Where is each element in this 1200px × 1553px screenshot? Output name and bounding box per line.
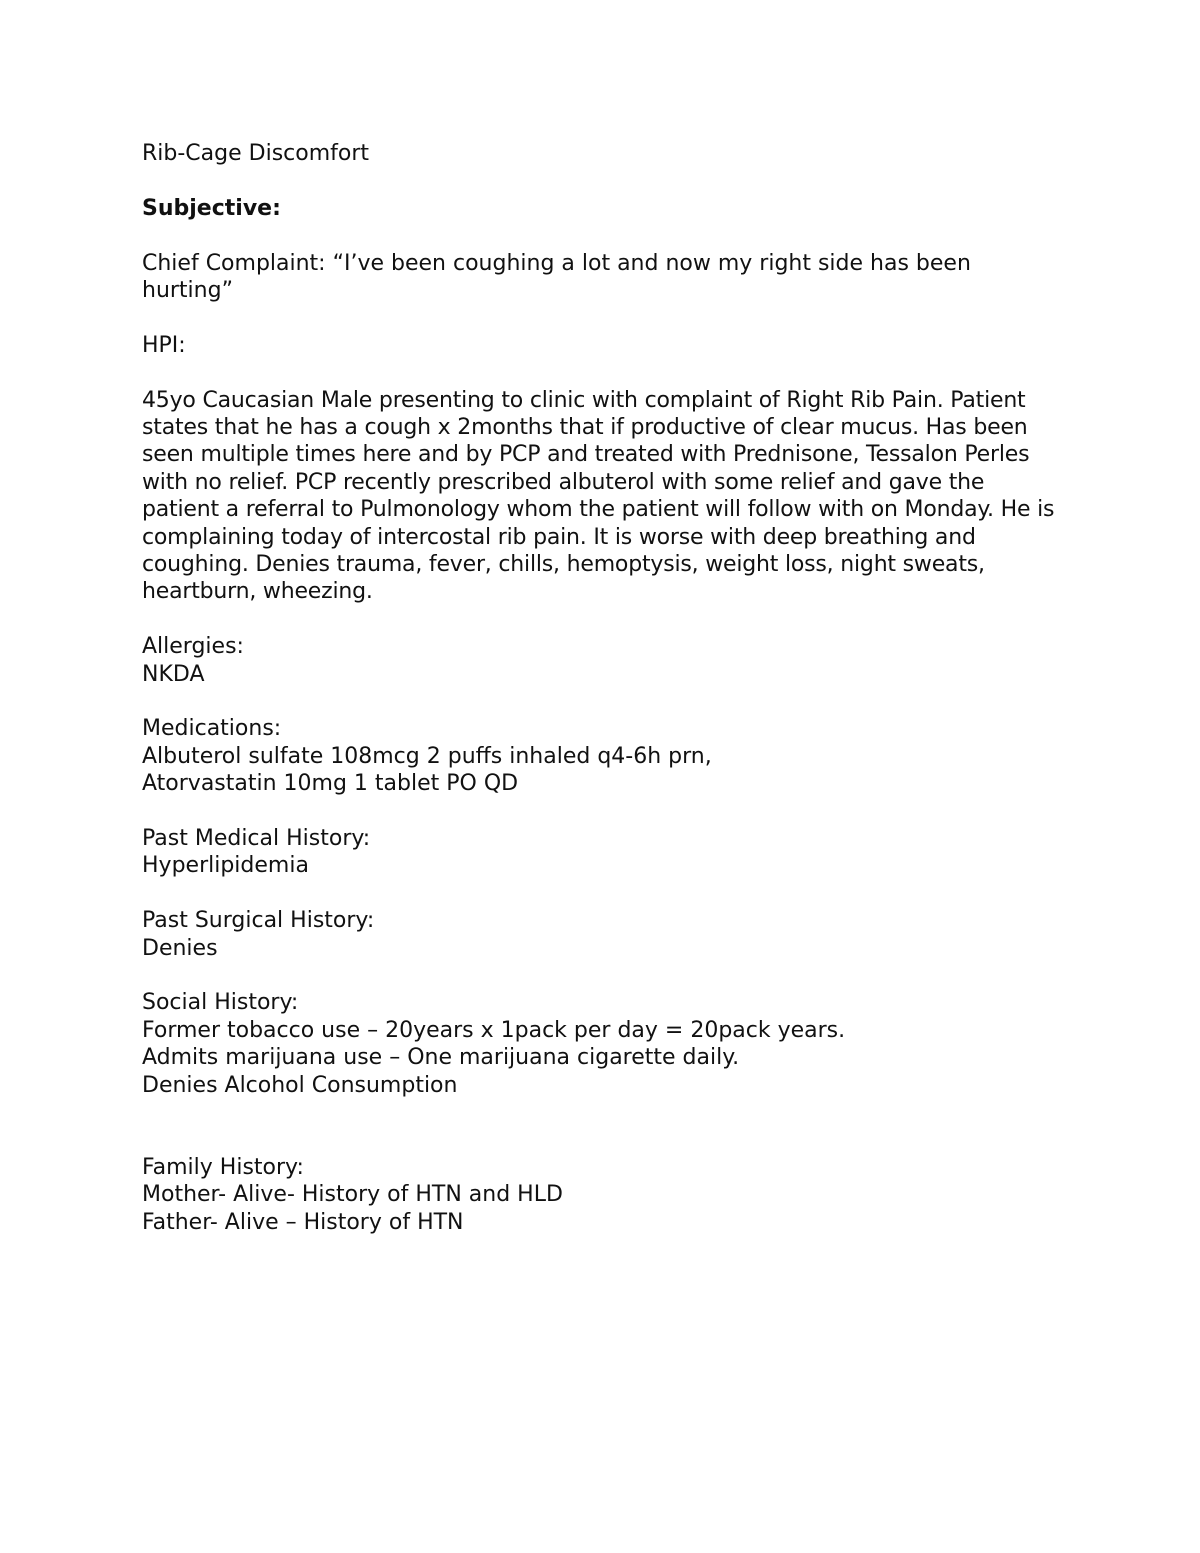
allergies-value: NKDA [142,661,205,687]
past-medical-history-label: Past Medical History: [142,826,371,852]
spacer [142,606,1062,633]
social-history-item: Denies Alcohol Consumption [142,1072,458,1098]
medication-item: Albuterol sulfate 108mcg 2 puffs inhaled q4-6h prn, [142,743,712,769]
past-medical-history-value: Hyperlipidemia [142,853,309,879]
subjective-heading: Subjective: [142,195,281,221]
document-title: Rib-Cage Discomfort [142,141,370,166]
spacer [142,880,1062,907]
hpi-text: 45yo Caucasian Male presenting to clinic with complaint of Right Rib Pain. Patient states that he has a cough x 2months that if productive of clear mucus. Has been seen multiple times here and by PCP and treated with Prednisone, Tessalon Perles with no relief. PCP recently prescribed albuterol with some relief and gave the patient a referral to Pulmonology whom the patient will follow with on Monday. He is complaining today of intercostal rib pain. It is worse with deep breathing and coughing. Denies trauma, fever, chills, hemoptysis, weight loss, night sweats, heartburn, wheezing. [142,387,1055,605]
family-history-item: Mother- Alive- History of HTN and HLD [142,1182,563,1208]
medications-label: Medications: [142,716,282,742]
spacer [142,359,1062,386]
social-history-item: Former tobacco use – 20years x 1pack per day = 20pack years. [142,1017,846,1043]
medication-item: Atorvastatin 10mg 1 tablet PO QD [142,771,519,797]
spacer [142,222,1062,249]
chief-complaint: Chief Complaint: “I’ve been coughing a lot and now my right side has been hurting” [142,250,971,303]
hpi-label: HPI: [142,332,186,358]
past-surgical-history-label: Past Surgical History: [142,908,375,934]
spacer [142,688,1062,715]
social-history-label: Social History: [142,990,299,1016]
family-history-item: Father- Alive – History of HTN [142,1209,464,1235]
allergies-label: Allergies: [142,634,244,660]
family-history-label: Family History: [142,1154,304,1180]
spacer [142,798,1062,825]
past-surgical-history-value: Denies [142,935,218,961]
document-body [142,140,1062,1236]
spacer [142,1099,1062,1154]
social-history-item: Admits marijuana use – One marijuana cigarette daily. [142,1045,740,1071]
spacer [142,962,1062,989]
spacer [142,304,1062,331]
spacer [142,167,1062,194]
